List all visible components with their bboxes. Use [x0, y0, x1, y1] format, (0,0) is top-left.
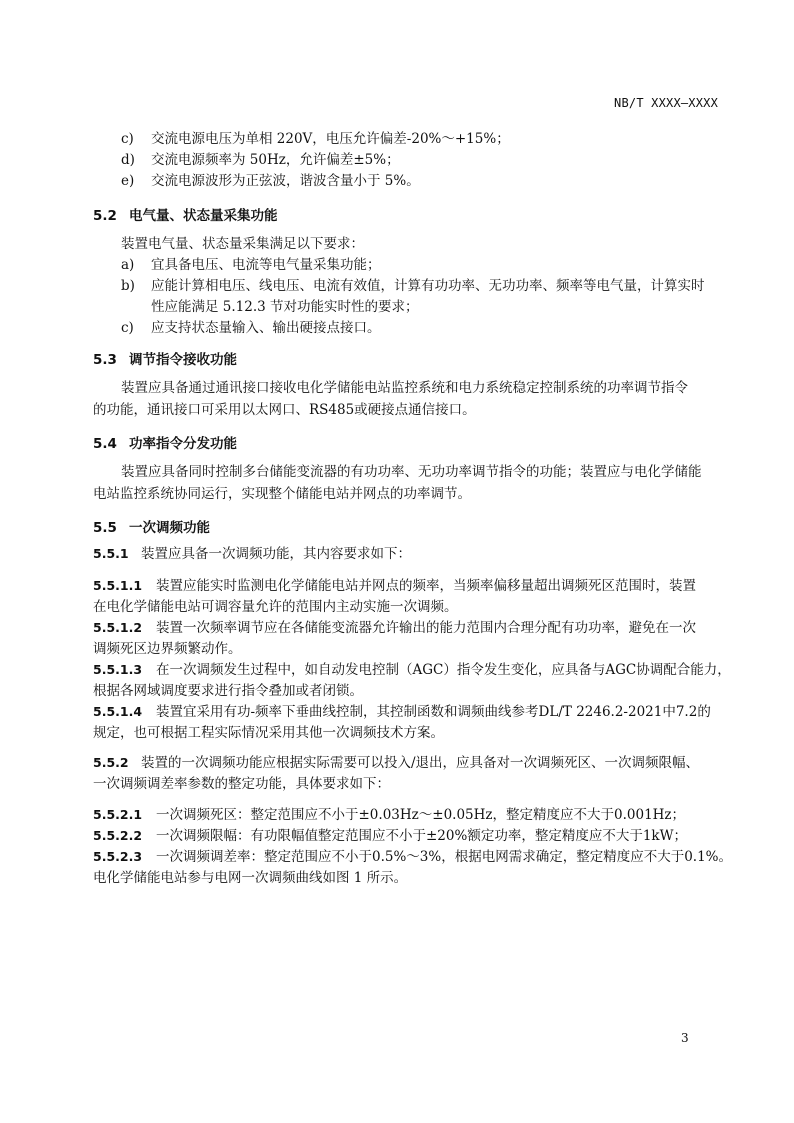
page-number: 3	[681, 1031, 689, 1045]
clause-text-continued: 根据各网域调度要求进行指令叠加或者闭锁。	[93, 683, 363, 699]
paragraph-continued: 电站监控系统协同运行，实现整个储能电站并网点的功率调节。	[93, 486, 471, 502]
document-id-header: NB/T XXXX—XXXX	[614, 96, 718, 110]
list-text: 应能计算相电压、线电压、电流有效值，计算有功功率、无功功率、频率等电气量，计算实时	[151, 278, 705, 294]
list-item	[121, 169, 420, 193]
clause-text: 装置宜采用有功-频率下垂曲线控制，其控制函数和调频曲线参考DL/T 2246.2-2021中7.2的	[156, 704, 711, 720]
clause-number: 5.5.2.3	[93, 849, 143, 864]
clause-number: 5.5.2.2	[93, 828, 143, 843]
section-heading-5-4	[93, 432, 237, 452]
clause-text-continued: 调频死区边界频繁动作。	[93, 641, 242, 657]
clause-text-continued: 规定，也可根据工程实际情况采用其他一次调频技术方案。	[93, 725, 444, 741]
list-text: 交流电源波形为正弦波，谐波含量小于 5%。	[151, 173, 420, 189]
clause-number: 5.5.1.2	[93, 620, 143, 635]
section-heading-5-5	[93, 516, 210, 536]
clause-text-continued: 电化学储能电站参与电网一次调频曲线如图 1 所示。	[93, 870, 408, 886]
clause-text: 装置的一次调频功能应根据实际需要可以投入/退出，应具备对一次调频死区、一次调频限幅、	[141, 755, 700, 771]
clause-number: 5.5.1.3	[93, 662, 143, 677]
list-marker: e)	[121, 173, 135, 189]
clause-text: 装置应具备一次调频功能，其内容要求如下：	[141, 546, 411, 562]
list-text-continued: 性应能满足 5.12.3 节对功能实时性的要求；	[151, 299, 419, 315]
section-title: 一次调频功能	[129, 520, 210, 536]
clause-text-continued: 一次调频调差率参数的整定功能，具体要求如下：	[93, 776, 390, 792]
list-marker: c)	[121, 131, 134, 147]
section-number: 5.5	[93, 520, 117, 536]
list-marker: d)	[121, 152, 135, 168]
list-item	[121, 316, 381, 340]
section-heading-5-2	[93, 204, 278, 224]
clause-text-continued: 在电化学储能电站可调容量允许的范围内主动实施一次调频。	[93, 599, 458, 615]
list-marker: a)	[121, 257, 135, 273]
clause-text: 装置应能实时监测电化学储能电站并网点的频率，当频率偏移量超出调频死区范围时，装置	[156, 578, 696, 594]
section-number: 5.2	[93, 208, 117, 224]
clause-text: 在一次调频发生过程中，如自动发电控制（AGC）指令发生变化，应具备与AGC协调配合能力，	[156, 662, 731, 678]
list-text: 应支持状态量输入、输出硬接点接口。	[151, 320, 381, 336]
paragraph: 装置应具备同时控制多台储能变流器的有功功率、无功功率调节指令的功能；装置应与电化学储能	[121, 464, 702, 480]
clause-text: 一次调频死区：整定范围应不小于±0.03Hz～±0.05Hz，整定精度应不大于0.001Hz；	[156, 807, 686, 823]
clause-number: 5.5.1	[93, 546, 129, 561]
clause-text: 一次调频限幅：有功限幅值整定范围应不小于±20%额定功率，整定精度应不大于1kW；	[156, 828, 687, 844]
list-text: 宜具备电压、电流等电气量采集功能；	[151, 257, 381, 273]
clause-text: 装置一次频率调节应在各储能变流器允许输出的能力范围内合理分配有功功率，避免在一次	[156, 620, 696, 636]
list-text: 交流电源电压为单相 220V，电压允许偏差-20%～+15%；	[151, 131, 510, 147]
section-title: 电气量、状态量采集功能	[129, 208, 278, 224]
clause-number: 5.5.1.1	[93, 578, 143, 593]
paragraph: 装置应具备通过通讯接口接收电化学储能电站监控系统和电力系统稳定控制系统的功率调节指令	[121, 380, 688, 396]
section-heading-5-3	[93, 348, 237, 368]
section-number: 5.4	[93, 436, 117, 452]
section-title: 功率指令分发功能	[129, 436, 237, 452]
list-marker: c)	[121, 320, 134, 336]
clause-5-5-1	[93, 542, 411, 566]
clause-text: 一次调频调差率：整定范围应不小于0.5%～3%，根据电网需求确定，整定精度应不大于0.1%。	[156, 849, 733, 865]
clause-number: 5.5.2	[93, 755, 129, 770]
list-marker: b)	[121, 278, 135, 294]
paragraph: 装置电气量、状态量采集满足以下要求：	[121, 236, 364, 252]
section-number: 5.3	[93, 352, 117, 368]
clause-number: 5.5.2.1	[93, 807, 143, 822]
section-title: 调节指令接收功能	[129, 352, 237, 368]
list-text: 交流电源频率为 50Hz，允许偏差±5%；	[151, 152, 400, 168]
clause-number: 5.5.1.4	[93, 704, 143, 719]
paragraph-continued: 的功能，通讯接口可采用以太网口、RS485或硬接点通信接口。	[93, 402, 476, 418]
